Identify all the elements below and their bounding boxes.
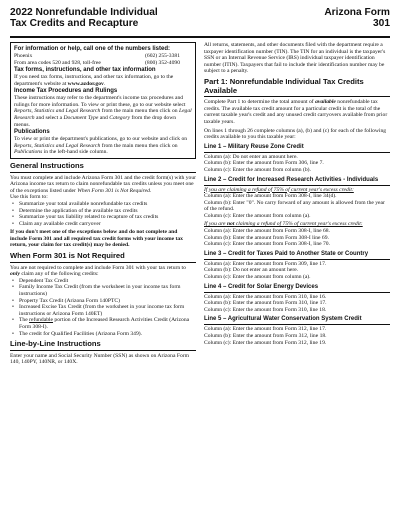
help-heading: For information or help, call one of the numbers listed:: [14, 46, 171, 52]
line-by-line-text: Enter your name and Social Security Number (SSN) as shown on Arizona Form 140, 140PY, 140NR, or 140X.: [10, 352, 189, 366]
tax-forms-heading: Tax forms, instructions, and other tax information: [14, 67, 156, 73]
denial-warning: If you don't meet one of the exceptions below and do not complete and include Form 301 and all required tax credit forms with your income tax return, your claim for tax credit(s) may be denied.: [10, 229, 183, 249]
line2-col-c: Column (c): Enter the amount from column (a).: [204, 212, 311, 219]
line2-col-b-alt: Column (b): Enter the amount from Form 308-I line 69.: [204, 234, 329, 241]
left-column: [10, 42, 196, 512]
not-required-intro: You are not required to complete and include Form 301 with your tax return to only claim any of the following credits:: [10, 264, 186, 278]
list-item: • Summarize your tax liability related to recapture of tax credits: [10, 214, 196, 221]
right-column: [204, 42, 390, 512]
form-header: [10, 7, 390, 41]
line2-col-a-alt: Column (a): Enter the amount from Form 308-I, line 68.: [204, 228, 330, 235]
tax-forms-text: If you need tax forms, instructions, and other tax information, go to the department's website at www.azdor.gov.: [14, 74, 174, 87]
list-item: • Dependent Tax Credit: [10, 278, 196, 285]
line4-col-a: Column (a): Enter the amount from Form 310, line 16.: [204, 293, 327, 300]
refundable-emphasis: refundable: [29, 317, 54, 324]
line2-refund-subhead: If you are claiming a refund of 75% of current year's excess credit:: [204, 186, 354, 193]
line5-col-a: Column (a): Enter the amount from Form 312, line 17.: [204, 326, 327, 333]
line5-heading: Line 5 – Agricultural Water Conservation System Credit: [204, 316, 390, 325]
line3-col-b: Column (b): Do not enter an amount here.: [204, 267, 299, 274]
line4-col-b: Column (b): Enter the amount from Form 310, line 17.: [204, 300, 327, 307]
line2-col-c-alt: Column (c): Enter the amount from Form 308-I, line 70.: [204, 241, 330, 248]
line3-col-c: Column (c): Enter the amount from column (a).: [204, 274, 311, 281]
line2-norefund-subhead: If you are not claiming a refund of 75% of current year's excess credit:: [204, 221, 363, 228]
line5-col-c: Column (c): Enter the amount from Form 312, line 19.: [204, 339, 327, 346]
line4-col-c: Column (c): Enter the amount from Form 310, line 18.: [204, 306, 327, 313]
tin-intro: All returns, statements, and other documents filed with the department require a taxpayer identification number (TIN). The TIN for an individual is the taxpayer's SSN or an Internal Revenue Service (IRS) individual taxpayer identification number (ITIN). Taxpayers that fail to include their identification number may be subject to a penalty.: [204, 42, 386, 75]
phoenix-phone-row: Phoenix (602) 255-3381: [14, 53, 180, 59]
general-intro: You must complete and include Arizona Form 301 and the credit form(s) with your Arizona income tax return to claim nonrefundable tax credits unless you meet one of the exceptions listed under When Form 301 is Not Required.: [10, 174, 196, 194]
publications-heading: Publications: [14, 129, 50, 136]
publications-text: To view or print the department's publications, go to our website and click on Reports, Statistics and Legal Research from the main menu then click on Publications in the left-hand side column.: [14, 136, 188, 156]
procedures-heading: Income Tax Procedures and Rulings: [14, 88, 118, 95]
list-item: • Increased Excise Tax Credit (from the worksheet in your income tax form instructions or Arizona Form 140ET): [10, 304, 196, 317]
use-form-list: [10, 201, 196, 227]
list-item: • Determine the application of the available tax credits: [10, 208, 196, 215]
use-this-form: Use this form to:: [10, 194, 48, 201]
line2-col-b: Column (b): Enter "0". No carry forward of any amount is allowed from the year of the refund.: [204, 199, 385, 213]
line1-heading: Line 1 – Military Reuse Zone Credit: [204, 144, 390, 153]
general-instructions-heading: General Instructions: [10, 162, 196, 173]
line2-heading: Line 2 – Credit for Increased Research Activities - Individuals: [204, 177, 390, 186]
list-item: • Summarize your total available nonrefundable tax credits: [10, 201, 196, 208]
line1-col-b: Column (b): Enter the amount from Form 306, line 7.: [204, 160, 324, 167]
website-link[interactable]: www.azdor.gov: [67, 80, 104, 87]
help-info-box: [10, 42, 196, 159]
not-required-list: [10, 278, 196, 337]
header-rule: [10, 36, 390, 38]
lines-text: On lines 1 through 26 complete columns (a), (b) and (c) for each of the following credits available to you this taxable year:: [204, 127, 387, 141]
line3-col-a: Column (a): Enter the amount from Form 309, line 17.: [204, 260, 327, 267]
line5-col-b: Column (b): Enter the amount from Form 312, line 18.: [204, 333, 327, 339]
line-by-line-heading: Line-by-Line Instructions: [10, 340, 196, 351]
line2-col-a: Column (a): Enter the amount from Form 308-I, line 34(d).: [204, 193, 337, 200]
line4-heading: Line 4 – Credit for Solar Energy Devices: [204, 284, 390, 293]
list-item: • The credit for Qualified Facilities (Arizona Form 349).: [10, 331, 196, 338]
part1-text: Complete Part 1 to determine the total amount of available nonrefundable tax credits. The available tax credit amount for a particular credit is the total of the current taxable year's credit and any unused credit carryovers available from prior taxable years.: [204, 99, 388, 125]
list-item: • Claim any available credit carryover: [10, 221, 196, 228]
tollfree-phone-row: From area codes 520 and 928, toll-free (800) 352-4090: [14, 59, 180, 66]
list-item: • Family Income Tax Credit (from the worksheet in your income tax form instructions): [10, 284, 196, 297]
line3-heading: Line 3 – Credit for Taxes Paid to Another State or Country: [204, 251, 390, 260]
line1-col-c: Column (c): Enter the amount from column (b).: [204, 166, 311, 173]
not-required-heading: When Form 301 is Not Required: [10, 252, 196, 263]
list-item: • The refundable portion of the Increased Research Activities Credit (Arizona Form 308-I).: [10, 317, 196, 330]
list-item: • Property Tax Credit (Arizona Form 140PTC): [10, 298, 196, 305]
form-number: Arizona Form 301: [324, 7, 390, 29]
line1-col-a: Column (a): Do not enter an amount here.: [204, 153, 298, 160]
part1-heading: Part 1: Nonrefundable Individual Tax Credits Available: [204, 78, 390, 97]
form-title: 2022 Nonrefundable Individual Tax Credits and Recapture: [10, 7, 158, 29]
procedures-text: These instructions may refer to the department's income tax procedures and rulings for more information. To view or print these, go to our website select Reports, Statistics and Legal Research from the main menu then click on Legal Research and select a Document Type and Category from the drop down menus.: [14, 95, 192, 128]
